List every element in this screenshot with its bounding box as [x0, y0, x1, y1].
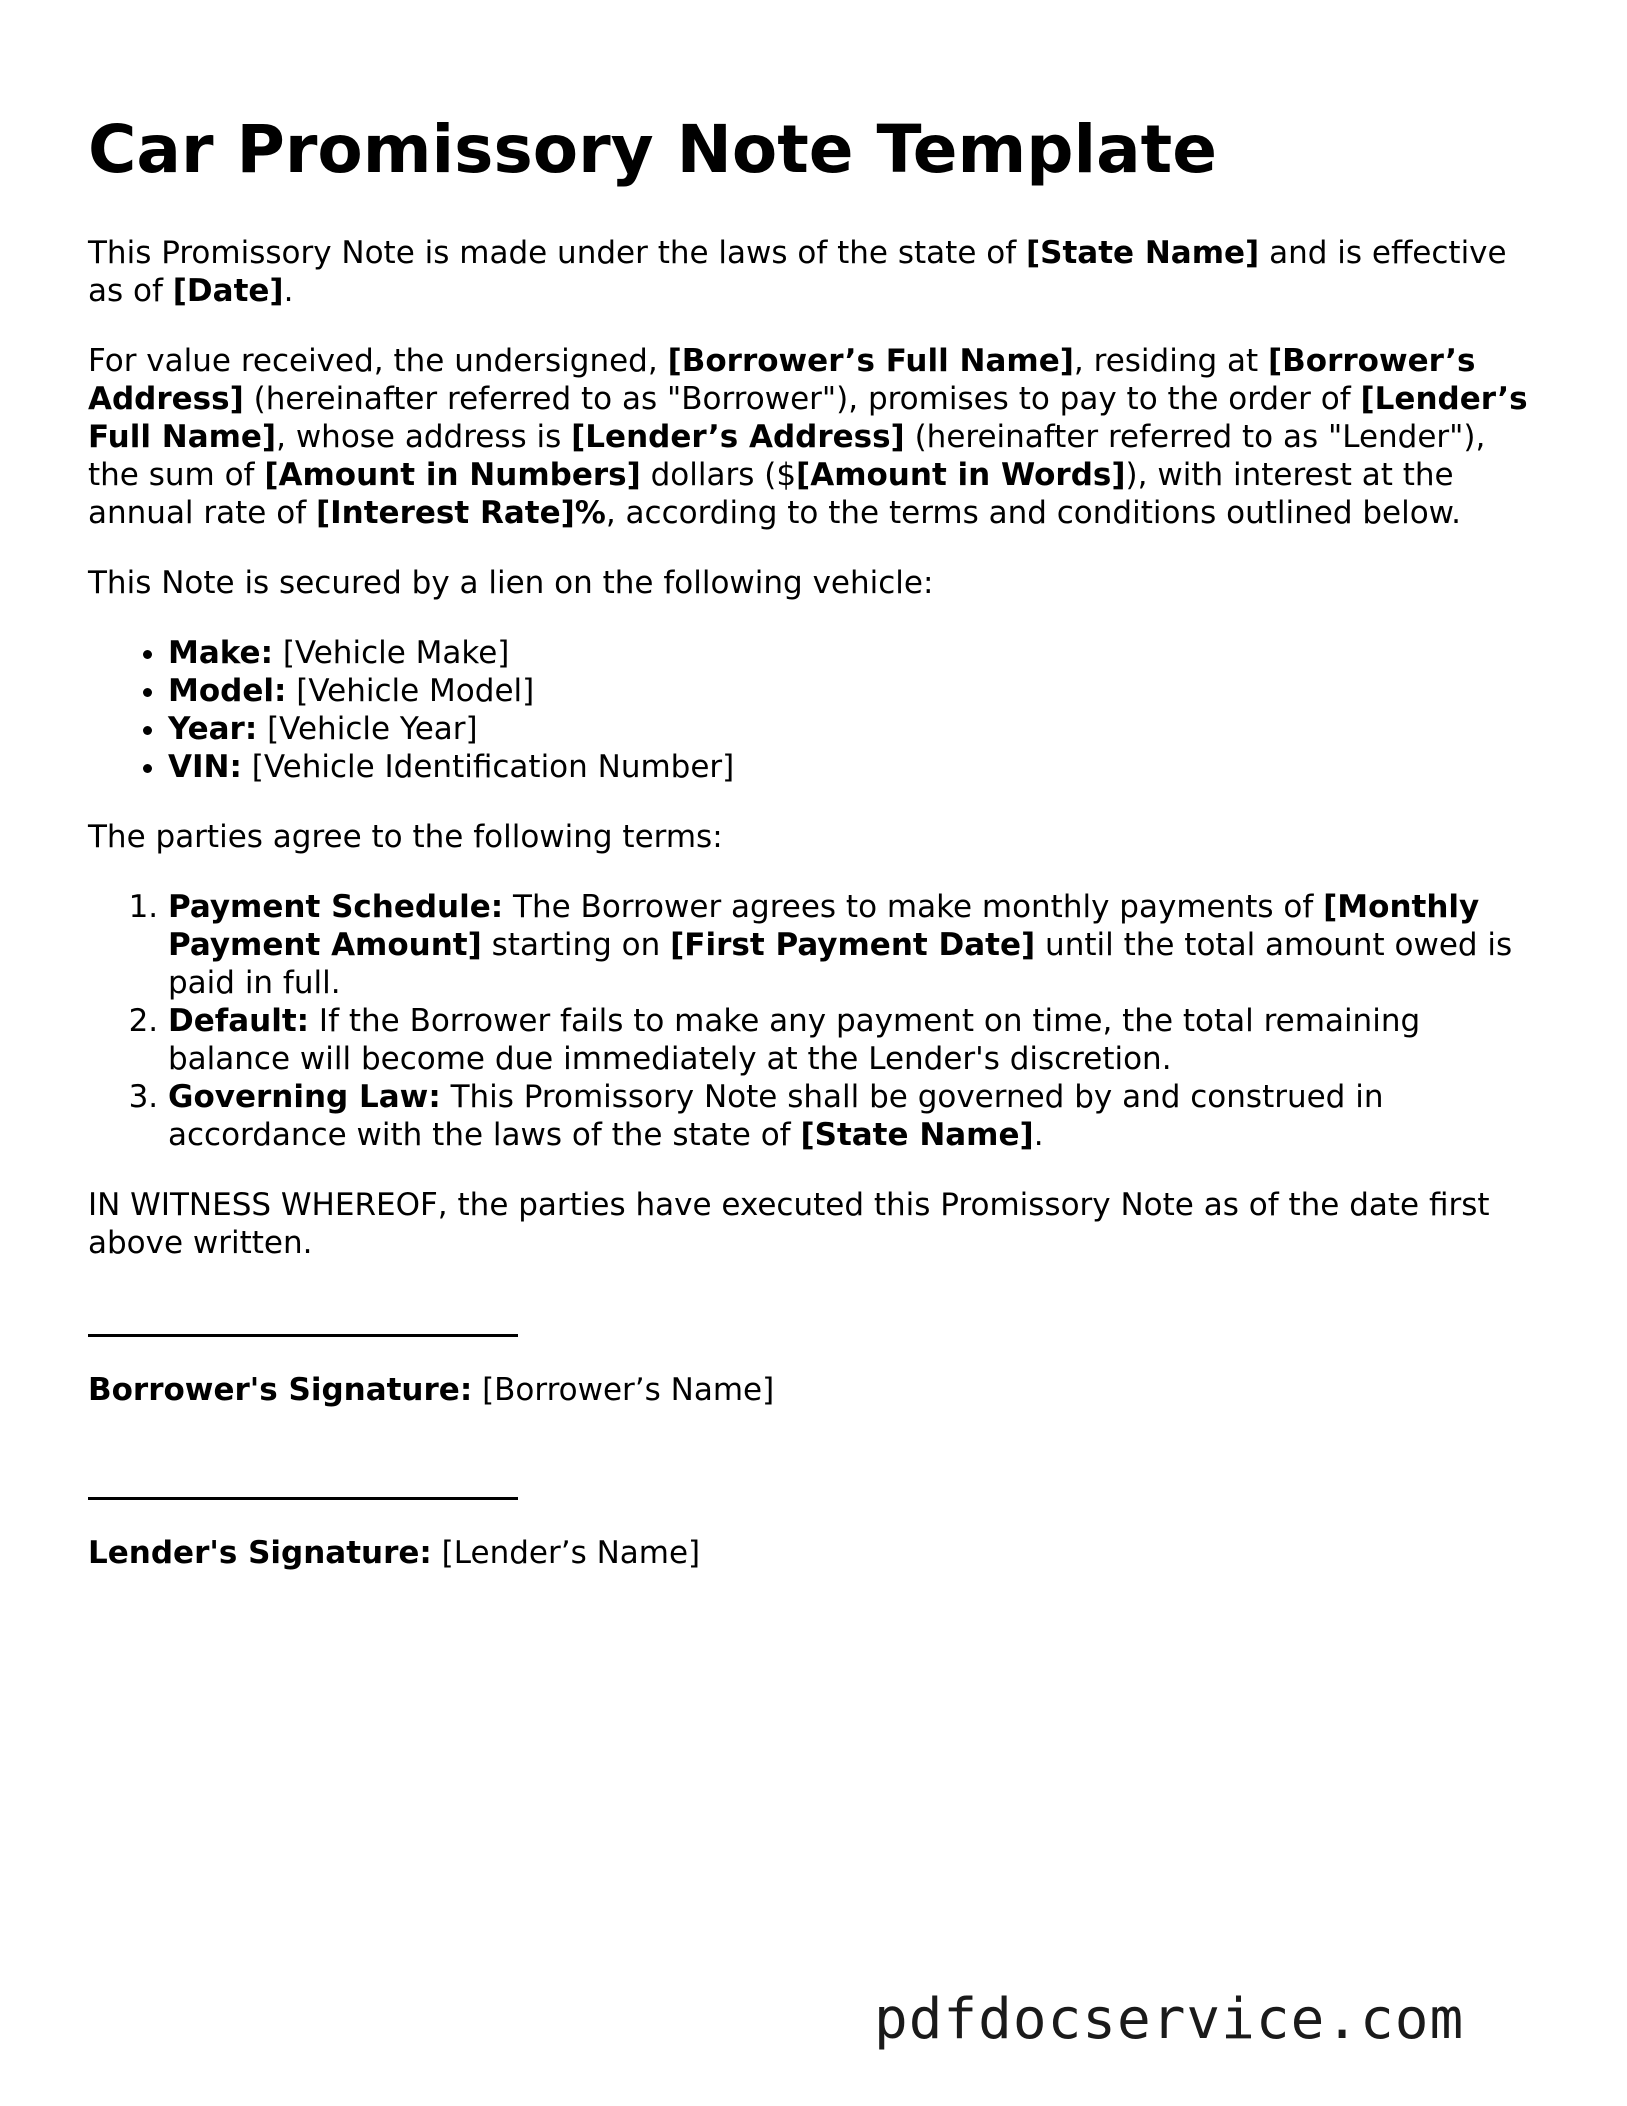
vehicle-label: Make:: [168, 635, 273, 671]
vehicle-list: [88, 634, 1528, 786]
term-text: This Promissory Note shall be governed by and construed in accordance with the laws of the state of: [168, 1079, 1384, 1153]
borrower-signature: [88, 1371, 1528, 1409]
borrower-signature-line: [88, 1296, 518, 1337]
term-label: Governing Law:: [168, 1079, 441, 1115]
witness-paragraph: IN WITNESS WHEREOF, the parties have executed this Promissory Note as of the date first above written.: [88, 1187, 1490, 1261]
intro-text: This Promissory Note is made under the laws of the state of: [88, 235, 1026, 271]
lender-signature-line: [88, 1459, 518, 1500]
lender-signature: [88, 1534, 1528, 1572]
first-payment-date-placeholder: [First Payment Date]: [670, 927, 1036, 963]
security-intro: This Note is secured by a lien on the following vehicle:: [88, 565, 934, 601]
term-text: starting on: [481, 927, 671, 963]
signature-name: [Borrower’s Name]: [472, 1372, 775, 1408]
intro-text: and is effective as of: [88, 235, 1507, 309]
state-placeholder: [State Name]: [1025, 235, 1260, 271]
signature-name: [Lender’s Name]: [431, 1535, 701, 1571]
term-text: until the total amount owed is paid in full.: [168, 927, 1513, 1001]
terms-list: [88, 888, 1528, 1154]
lender-address-placeholder: [Lender’s Address]: [571, 419, 905, 455]
term-label: Payment Schedule:: [168, 889, 504, 925]
vehicle-value: [Vehicle Make]: [272, 635, 510, 671]
value-text: (hereinafter referred to as "Lender"), the sum of: [88, 419, 1486, 493]
state-placeholder: [State Name]: [800, 1117, 1034, 1153]
term-payment-schedule: [168, 888, 1528, 1002]
vehicle-label: Year:: [168, 711, 258, 747]
term-default: [168, 1002, 1528, 1078]
vehicle-label: Model:: [168, 673, 287, 709]
vehicle-value: [Vehicle Model]: [286, 673, 535, 709]
document-page: [88, 108, 1528, 1622]
intro-text: .: [283, 273, 294, 309]
interest-rate-placeholder: [Interest Rate]%: [315, 495, 606, 531]
monthly-amount-placeholder: [Monthly Payment Amount]: [168, 889, 1480, 963]
list-item: [168, 748, 1528, 786]
signature-label: Borrower's Signature:: [88, 1372, 473, 1408]
vehicle-value: [Vehicle Identification Number]: [241, 749, 735, 785]
vehicle-label: VIN:: [168, 749, 242, 785]
term-label: Default:: [168, 1003, 310, 1039]
list-item: [168, 710, 1528, 748]
amount-numbers-placeholder: [Amount in Numbers]: [264, 457, 641, 493]
value-text: , according to the terms and conditions outlined below.: [605, 495, 1462, 531]
intro-paragraph: [88, 234, 1528, 310]
page-title: Car Promissory Note Template: [88, 111, 1217, 188]
list-item: [168, 672, 1528, 710]
value-text: For value received, the undersigned,: [88, 343, 668, 379]
term-text: The Borrower agrees to make monthly payments of: [503, 889, 1324, 925]
date-placeholder: [Date]: [172, 273, 284, 309]
term-governing-law: [168, 1078, 1528, 1154]
value-text: dollars ($: [640, 457, 797, 493]
lender-name-placeholder: [Lender’s Full Name]: [88, 381, 1528, 455]
value-text: , whose address is: [276, 419, 572, 455]
term-text: .: [1033, 1117, 1044, 1153]
value-text: , residing at: [1073, 343, 1269, 379]
amount-words-placeholder: [Amount in Words]: [796, 457, 1126, 493]
watermark: pdfdocservice.com: [874, 1987, 1465, 2052]
value-text: ), with interest at the annual rate of: [88, 457, 1454, 531]
terms-intro: The parties agree to the following terms:: [88, 819, 723, 855]
term-text: If the Borrower fails to make any payment on time, the total remaining balance will become due immediately at the Lender's discretion.: [168, 1003, 1421, 1077]
signature-label: Lender's Signature:: [88, 1535, 432, 1571]
value-text: (hereinafter referred to as "Borrower"), promises to pay to the order of: [243, 381, 1361, 417]
borrower-name-placeholder: [Borrower’s Full Name]: [667, 343, 1074, 379]
list-item: [168, 634, 1528, 672]
borrower-address-placeholder: [Borrower’s Address]: [88, 343, 1476, 417]
vehicle-value: [Vehicle Year]: [257, 711, 478, 747]
value-paragraph: [88, 342, 1528, 532]
